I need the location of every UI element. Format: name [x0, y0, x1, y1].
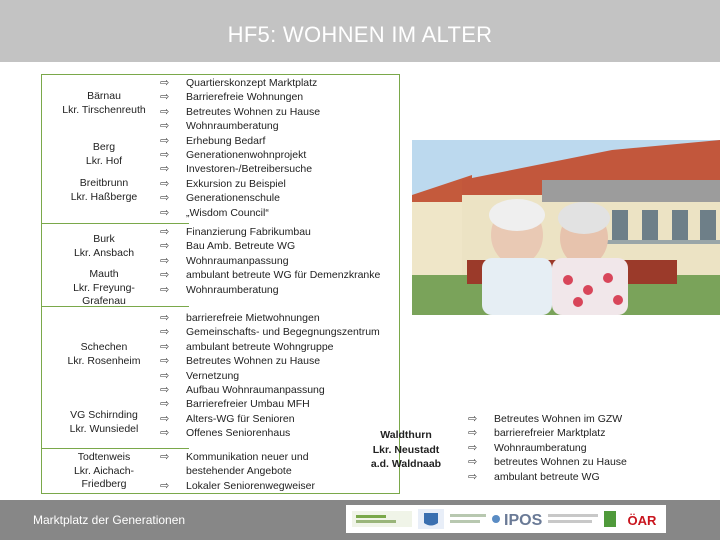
place-district: Lkr. Ansbach: [73, 246, 135, 259]
place-district: Lkr. Wunsiedel: [69, 422, 139, 435]
list-item: ⇨ Wohnraumanpassung: [160, 254, 289, 267]
arrow-right-icon: ⇨: [160, 192, 170, 205]
ministry-logo: [352, 511, 412, 527]
arrow-right-icon: ⇨: [160, 134, 170, 147]
place-name: Breitbrunn: [79, 177, 129, 189]
arrow-right-icon: ⇨: [160, 120, 170, 133]
list-item: ⇨ Betreutes Wohnen zu Hause: [160, 355, 321, 368]
list-item: ⇨ Investoren-/Betreibersuche: [160, 163, 313, 176]
arrow-right-icon: ⇨: [160, 398, 170, 411]
place-mauth: [44, 268, 164, 309]
ipos-dot-icon: [492, 515, 500, 523]
place-district: Lkr. Rosenheim: [67, 354, 141, 367]
arrow-right-icon: ⇨: [160, 77, 170, 89]
place-name: Waldthurn: [380, 429, 432, 441]
list-item: ⇨ ambulant betreute WG: [468, 470, 600, 483]
place-district: Lkr. Tirschenreuth: [62, 103, 146, 116]
list-item: ⇨ Erhebung Bedarf: [160, 134, 266, 147]
arrow-right-icon: ⇨: [160, 427, 170, 440]
list-item: ⇨ Kommunikation neuer und bestehender Angebote: [160, 451, 309, 478]
list-item: ⇨ Finanzierung Fabrikumbau: [160, 226, 311, 238]
list-item: ⇨ Wohnraumberatung: [160, 283, 279, 296]
arrow-right-icon: ⇨: [160, 355, 170, 368]
list-item: ⇨ Betreutes Wohnen zu Hause: [160, 105, 321, 118]
seniors-photo: [412, 140, 720, 315]
list-item: ⇨ barrierefreier Marktplatz: [468, 427, 606, 440]
partner-logos: [346, 505, 666, 533]
place-district: Lkr. Freyung-: [73, 281, 135, 294]
photo-illustration: [412, 140, 720, 315]
list-item: ⇨ Barrierefreie Wohnungen: [160, 91, 304, 104]
bullet-list-group-2: [160, 225, 380, 297]
list-item: ⇨ Barrierefreier Umbau MFH: [160, 398, 310, 411]
arrow-right-icon: ⇨: [160, 226, 170, 238]
arrow-right-icon: ⇨: [468, 456, 478, 469]
arrow-right-icon: ⇨: [160, 369, 170, 382]
arrow-right-icon: ⇨: [160, 163, 170, 176]
place-barnau: [44, 90, 164, 117]
place-district: Grafenau: [82, 295, 126, 307]
list-item: ⇨ „Wisdom Council“: [160, 206, 269, 219]
place-todtenweis: [44, 451, 164, 492]
list-item: ⇨ Alters-WG für Senioren: [160, 412, 295, 425]
list-item: ⇨ Quartierskonzept Marktplatz: [160, 77, 318, 89]
list-item: ⇨ Wohnraumberatung: [468, 441, 587, 454]
list-item: ⇨ Wohnraumberatung: [160, 120, 279, 133]
list-item: ⇨ Offenes Seniorenhaus: [160, 427, 291, 440]
list-item: ⇨ Vernetzung: [160, 369, 240, 382]
arrow-right-icon: ⇨: [160, 105, 170, 118]
list-item: ⇨ Exkursion zu Beispiel: [160, 177, 286, 190]
arrow-right-icon: ⇨: [468, 441, 478, 454]
arrow-right-icon: ⇨: [160, 340, 170, 353]
arrow-right-icon: ⇨: [160, 148, 170, 161]
place-district: a.d. Waldnaab: [370, 458, 442, 471]
place-burk: [44, 233, 164, 260]
ipos-logo-text: IPOS: [504, 512, 543, 529]
place-name: Todtenweis: [77, 451, 131, 463]
arrow-right-icon: ⇨: [160, 383, 170, 396]
place-schirnding: [44, 409, 164, 436]
arrow-right-icon: ⇨: [160, 177, 170, 190]
waldthurn-bullet-list: [468, 412, 627, 484]
place-district: Friedberg: [81, 478, 127, 490]
place-schechen: [44, 341, 164, 368]
place-name: Bärnau: [87, 90, 121, 102]
arrow-right-icon: ⇨: [160, 91, 170, 104]
arrow-right-icon: ⇨: [160, 412, 170, 425]
list-item: ⇨ barrierefreie Mietwohnungen: [160, 312, 320, 324]
bullet-list-group-4: [160, 450, 315, 493]
list-item: ⇨ ambulant betreute Wohngruppe: [160, 340, 334, 353]
arrow-right-icon: ⇨: [160, 312, 170, 324]
footer-title: Marktplatz der Generationen: [33, 513, 186, 527]
divider-line: [41, 223, 189, 224]
arrow-right-icon: ⇨: [160, 451, 170, 463]
arrow-right-icon: ⇨: [468, 413, 478, 425]
arrow-right-icon: ⇨: [160, 206, 170, 219]
oar-logo: ÖAR: [620, 507, 664, 533]
list-item: ⇨ betreutes Wohnen zu Hause: [468, 456, 627, 469]
list-item: ⇨ Bau Amb. Betreute WG: [160, 240, 296, 253]
list-item: ⇨ ambulant betreute WG für Demenzkranke: [160, 269, 381, 282]
place-district: Lkr. Neustadt: [372, 443, 440, 456]
divider-line: [41, 448, 189, 449]
place-name: Berg: [92, 141, 116, 153]
place-name: Burk: [93, 233, 115, 245]
page-title: HF5: WOHNEN IM ALTER: [227, 22, 493, 47]
arrow-right-icon: ⇨: [160, 240, 170, 253]
arrow-right-icon: ⇨: [160, 254, 170, 267]
arrow-right-icon: ⇨: [160, 269, 170, 282]
leaf-icon: [604, 511, 616, 527]
arrow-right-icon: ⇨: [160, 283, 170, 296]
list-item: ⇨ Lokaler Seniorenwegweiser: [160, 479, 315, 492]
place-breitbrunn: [44, 177, 164, 204]
arrow-right-icon: ⇨: [160, 479, 170, 492]
place-name: Mauth: [89, 268, 119, 280]
place-district: Lkr. Aichach-: [73, 464, 135, 477]
place-district: Lkr. Hof: [85, 154, 123, 167]
place-waldthurn: [360, 428, 452, 472]
list-item: ⇨ Gemeinschafts- und Begegnungszentrum: [160, 326, 380, 339]
place-district: Lkr. Haßberge: [70, 190, 138, 203]
place-name: VG Schirnding: [70, 409, 138, 421]
arrow-right-icon: ⇨: [160, 326, 170, 339]
arrow-right-icon: ⇨: [468, 427, 478, 440]
list-item: ⇨ Generationenschule: [160, 192, 280, 205]
list-item: ⇨ Aufbau Wohnraumanpassung: [160, 383, 325, 396]
list-item: ⇨ Betreutes Wohnen im GZW: [468, 413, 623, 425]
list-item: ⇨ Generationenwohnprojekt: [160, 148, 307, 161]
arrow-right-icon: ⇨: [468, 470, 478, 483]
place-name: Schechen: [80, 341, 128, 353]
place-berg: [44, 141, 164, 168]
bullet-list-group-1: [160, 76, 320, 220]
bullet-list-group-3: [160, 311, 380, 441]
